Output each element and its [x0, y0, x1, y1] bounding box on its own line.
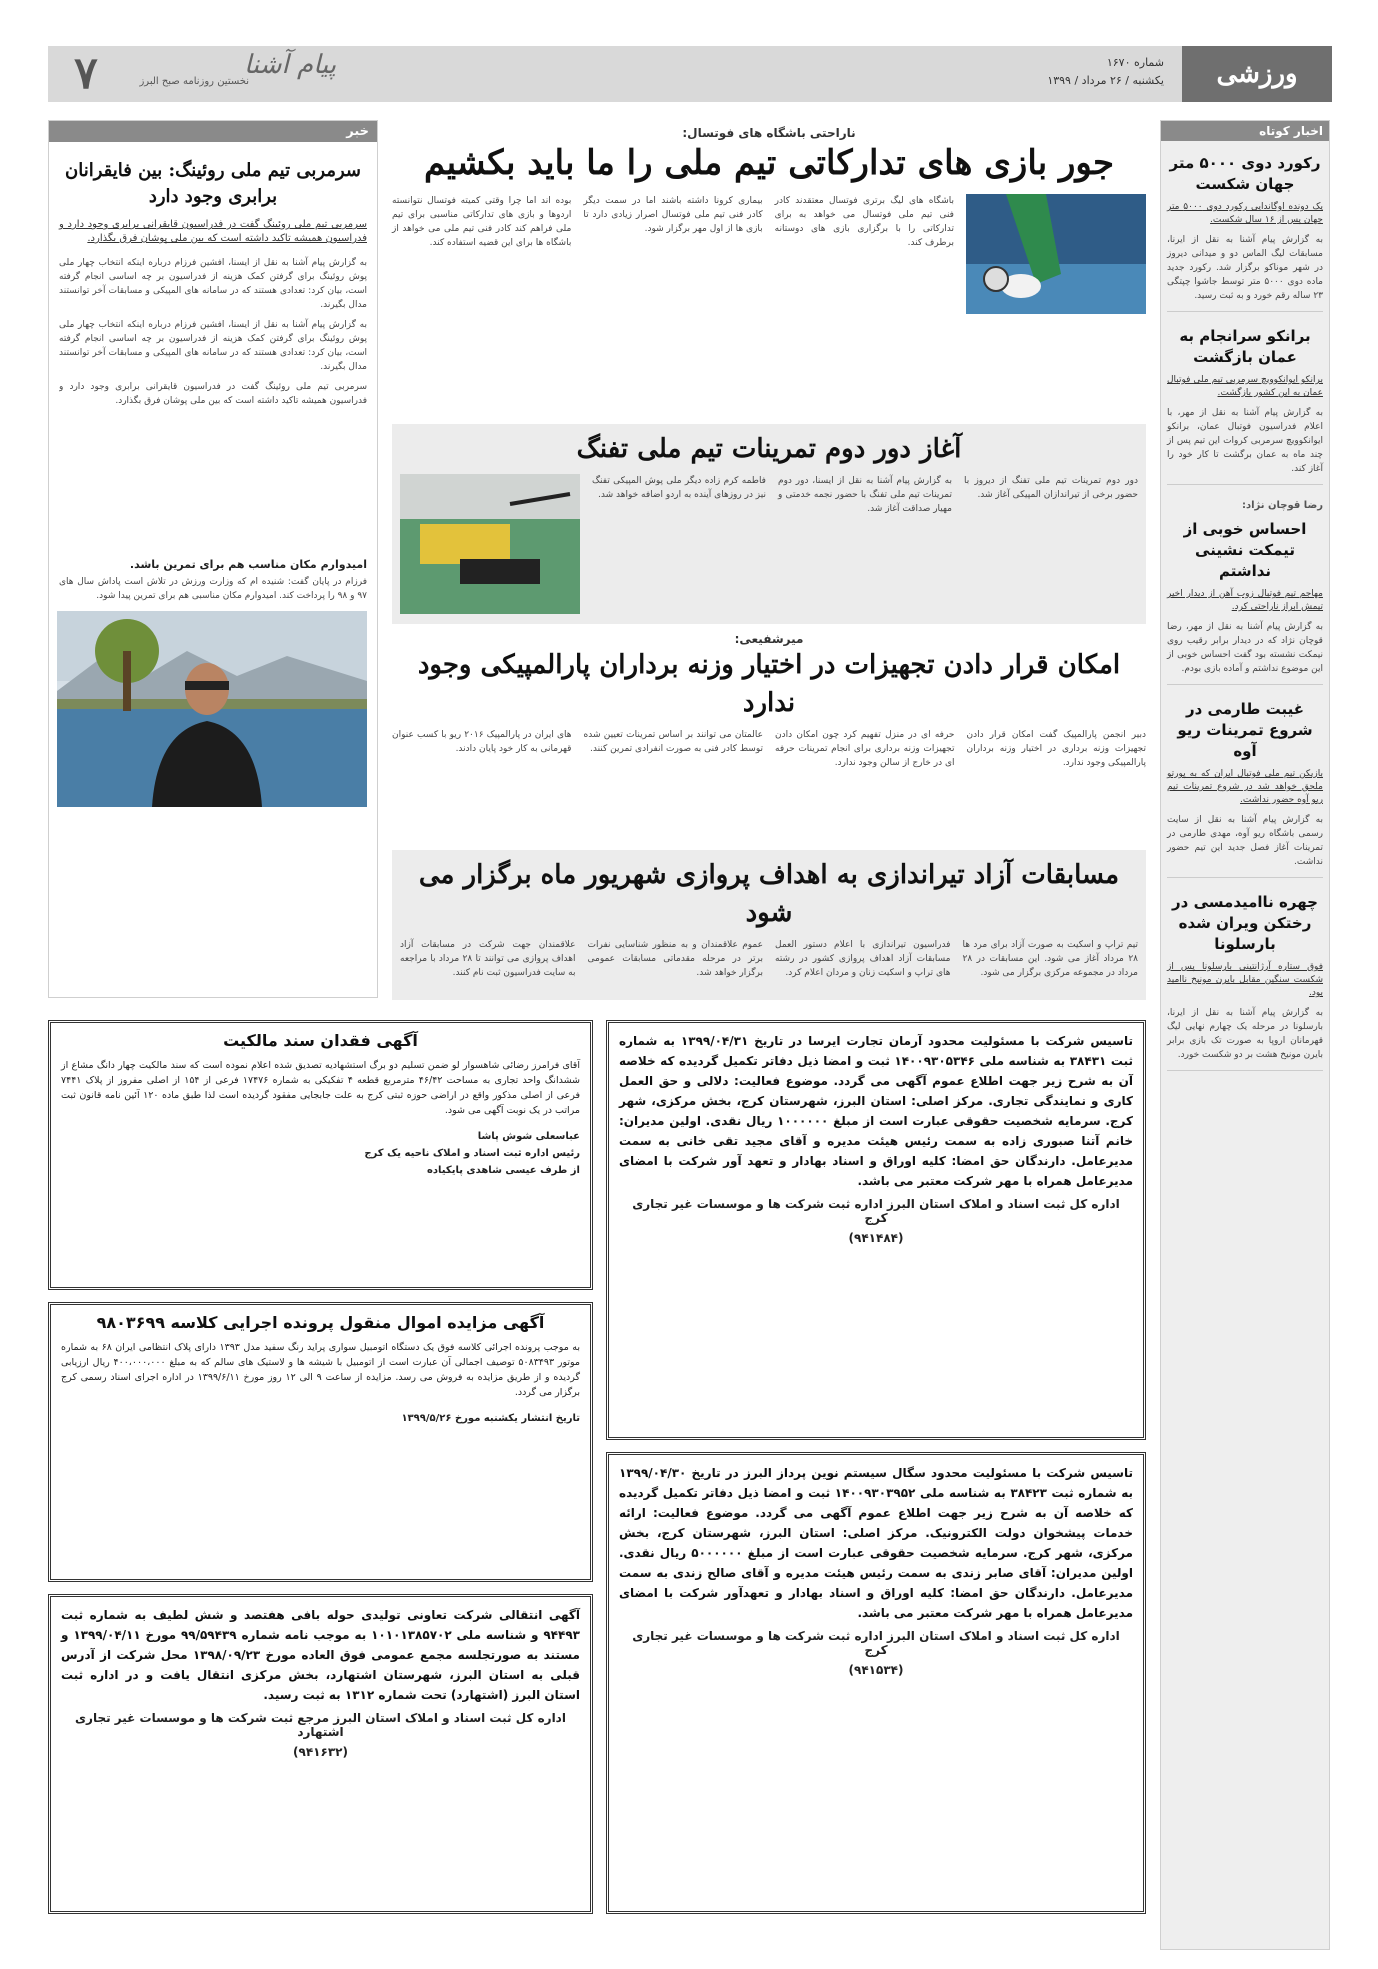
coach-photo-illustration: [57, 611, 367, 807]
ad5-body: تاسیس شرکت با مسئولیت محدود سگال سیستم نوین پرداز البرز در تاریخ ۱۳۹۹/۰۴/۳۰ به شماره ثبت ۳۸۴۲۳ به شناسه ملی ۱۴۰۰۹۳۰۳۹۵۲ ثبت و امضا ذیل دفاتر تکمیل گردیده که خلاصه آن به شرح زیر جهت اطلاع عموم آگهی می گردد. موضوع فعالیت: ارائه خدمات پیشخوان دولت الکترونیک. مرکز اصلی: استان البرز، شهرستان کرج، بخش مرکزی، شهر کرج. سرمایه شخصیت حقوقی عبارت است از مبلغ ۵۰۰۰۰۰۰ ریال نقدی. اولین مدیران: آقای صابر زندی به سمت رئیس هیئت مدیره و آقای صالح زندی به سمت مدیرعامل. دارندگان حق امضا: کلیه اوراق و اسناد بهادار و تعهدآور شرکت با امضای مدیرعامل همراه با مهر شرکت معتبر می باشد.: [619, 1466, 1133, 1620]
short-news-title: چهره ناامیدمسی در رختکن ویران شده بارسلونا: [1172, 893, 1318, 953]
rowing-body2: فرزام در پایان گفت: شنیده ام که وزارت ورزش در تلاش است پاداش سال های ۹۷ و ۹۸ را پرداخت کند. امیدوارم مکان مناسبی هم برای تمرین پیدا شود.: [59, 577, 367, 601]
rifle-photo-illustration: [400, 474, 580, 614]
article-column-text: بیماری کرونا داشته باشند اما در سمت دیگر کادر فنی تیم ملی فوتسال اصرار زیادی دارد تا بازی ها از اول مهر برگزار شود.: [583, 196, 763, 234]
short-news-item: [1167, 153, 1323, 312]
rifle-title: آغاز دور دوم تمرینات تیم ملی تفنگ: [576, 434, 962, 464]
news-tab: خبر: [49, 121, 377, 142]
ad-company-armán: [606, 1020, 1146, 1440]
rowing-lead: سرمربی تیم ملی روئینگ گفت در فدراسیون قایقرانی برابری وجود دارد و فدراسیون همیشه تاکید داشته است که بین ملی پوشان فرق بگذارد.: [59, 219, 367, 244]
paper-tagline: نخستین روزنامه صبح البرز: [139, 76, 249, 87]
ad4-body: تاسیس شرکت با مسئولیت محدود آرمان تجارت ایرسا در تاریخ ۱۳۹۹/۰۴/۳۱ به شماره ثبت ۳۸۴۳۱ به شناسه ملی ۱۴۰۰۹۳۰۵۳۴۶ ثبت و امضا ذیل دفاتر تکمیل گردیده که خلاصه آن به شرح زیر جهت اطلاع عموم آگهی می گردد. موضوع فعالیت: دلالی و حق العمل کاری و نمایندگی تجاری. مرکز اصلی: استان البرز، شهرستان کرج، بخش مرکزی، شهر کرج. سرمایه شخصیت حقوقی عبارت است از مبلغ ۱۰۰۰۰۰۰ ریال نقدی. اولین مدیران: خانم آتنا صبوری زاده به سمت رئیس هیئت مدیره و آقای مجید تقی خانی به سمت مدیرعامل. دارندگان حق امضا: کلیه اوراق و اسناد بهادار و تعهد آور شرکت با امضای مدیرعامل همراه با مهر شرکت معتبر می باشد.: [619, 1034, 1133, 1188]
short-news-lead: یک دونده اوگاندایی رکورد دوی ۵۰۰۰ متر جهان پس از ۱۶ سال شکست.: [1167, 202, 1323, 225]
short-news-title: برانکو سرانجام به عمان بازگشت: [1179, 327, 1311, 366]
weightlifting-kicker: میرشفیعی:: [734, 632, 804, 646]
ad-transfer: [48, 1594, 593, 1914]
article-column-text: باشگاه های لیگ برتری فوتسال معتقدند کادر فنی تیم ملی فوتسال می خواهد به برای تدارکاتی را با برگزاری بازی های دوستانه برطرف کند.: [774, 196, 954, 248]
ad1-title: آگهی فقدان سند مالکیت: [223, 1031, 418, 1050]
futsal-title: جور بازی های تدارکاتی تیم ملی را ما باید بکشیم: [424, 143, 1114, 183]
short-news-body: به گزارش پیام آشنا به نقل از سایت رسمی باشگاه ریو آوه، مهدی طارمی در تمرینات آغاز فصل جدید این تیم حضور نداشت.: [1167, 815, 1323, 867]
ad1-body: آقای فرامرز رضائی شاهسوار لو ضمن تسلیم دو برگ استشهادیه تصدیق شده اعلام نموده است که سند مالکیت چهار دانگ مشاع از ششدانگ واحد تجاری به مساحت ۴۶/۴۲ مترمربع قطعه ۴ تفکیکی به شماره ۱۷۴۷۶ فرعی از ۱۵۴ از اصلی مفروز از پلاک ۷۴۴۱ فرعی از اصلی مذکور واقع در اراضی حوزه ثبتی کرج به علت جابجایی مفقود گردیده است لذا طبق ماده ۱۲۰ آئین نامه قانون ثبت مراتب در یک نوبت آگهی می شود.: [61, 1060, 581, 1116]
short-news-item: [1167, 326, 1323, 485]
page-number: ۷: [74, 48, 98, 99]
issue-number: شماره ۱۶۷۰: [1106, 56, 1164, 69]
rowing-body-filler: [59, 318, 367, 548]
short-news-body: به گزارش پیام آشنا به نقل از مهر، با اعلام فدراسیون فوتبال عمان، برانکو ایوانکوویچ سرمربی کروات این تیم پس از چند ماه به عمان برگشت تا کار خود را آغاز کند.: [1167, 408, 1323, 474]
ad3-code: (۹۴۱۶۳۲): [293, 1745, 348, 1759]
rowing-title: سرمربی تیم ملی روئینگ: بین فایقرانان برابری وجود دارد: [65, 160, 361, 207]
article-shooting: [392, 850, 1146, 1000]
rowing-body: به گزارش پیام آشنا به نقل از ایسنا، افشین فرزام درباره اینکه انتخاب چهار ملی پوش روئینگ برای گرفتن کمک هزینه از فدراسیون بر چه اساسی انجام گرفته است، بیان کرد: تعدادی هستند که در سامانه های المپیکی و مسابقات آخر توانستند مدال بگیرند.: [59, 258, 367, 310]
short-news-column: [1160, 120, 1330, 1950]
news-column: [48, 120, 378, 998]
article-weightlifting: [392, 632, 1146, 842]
short-news-title: احساس خوبی از تیمکت نشینی نداشتم: [1183, 520, 1307, 580]
ad4-code: (۹۴۱۴۸۴): [848, 1231, 904, 1245]
ad-company-segal: [606, 1452, 1146, 1914]
short-news-lead: فوق ستاره آرژانتینی بارسلونا پس از شکست سنگین مقابل بایرن مونیخ ناامید بود.: [1167, 962, 1323, 998]
article-column-text: فدراسیون تیراندازی با اعلام دستور العمل مسابقات آزاد اهداف پروازی کشور در رشته های تراپ و اسکیت زنان و مردان اعلام کرد.: [775, 940, 951, 978]
rowing-subhead: امیدوارم مکان مناسب هم برای تمرین باشد.: [129, 558, 367, 571]
article-column-text: فاطمه کرم زاده دیگر ملی پوش المپیکی تفنگ نیز در روزهای آینده به اردو اضافه خواهد شد.: [592, 476, 766, 500]
shooting-title: مسابقات آزاد تیراندازی به اهداف پروازی شهریور ماه برگزار می شود: [418, 860, 1120, 928]
ad1-proxy: از طرف عیسی شاهدی پایکیاده: [427, 1165, 580, 1176]
article-column-text: بوده اند اما چرا وقتی کمیته فوتسال نتوانسته اردوها و بازی های تدارکاتی مناسبی برای تیم ملی فراهم کند کادر فنی تیم ملی می خواهد از باشگاه ها برای این قضیه استفاده کند.: [392, 196, 572, 248]
futsal-kicker: ناراحتی باشگاه های فوتسال:: [682, 126, 856, 140]
issue-date: یکشنبه / ۲۶ مرداد / ۱۳۹۹: [1047, 74, 1164, 87]
ad-auction: [48, 1302, 593, 1582]
short-news-body: به گزارش پیام آشنا به نقل از ایرنا، مسابقات لیگ الماس دو و میدانی دیروز در شهر موناکو برگزار شد. رکورد جدید ماده دوی ۵۰۰۰ متر توسط جاشوا چپتگی ۲۳ ساله رقم خورد و به ثبت رسید.: [1167, 235, 1324, 301]
article-column-text: های ایران در پارالمپیک ۲۰۱۶ ریو با کسب عنوان قهرمانی به کار خود پایان دادند.: [392, 730, 572, 754]
rowing-body-repeat-2: سرمربی تیم ملی روئینگ گفت در فدراسیون قایقرانی برابری وجود دارد و فدراسیون همیشه تاکید داشته است که بین ملی پوشان فرق بگذارد.: [59, 382, 367, 406]
short-news-tab: اخبار کوتاه: [1161, 121, 1329, 141]
ad5-code: (۹۴۱۵۳۴): [848, 1663, 904, 1677]
futsal-photo-illustration: [966, 194, 1146, 314]
article-column-text: دور دوم تمرینات تیم ملی تفنگ از دیروز با حضور برخی از تیراندازان المپیکی آغاز شد.: [964, 476, 1138, 500]
ad1-office: رئیس اداره ثبت اسناد و املاک ناحیه یک کرج: [364, 1148, 580, 1159]
issue-info: [1047, 54, 1164, 90]
page-header: [48, 46, 1332, 102]
ad3-body: آگهی انتقالی شرکت تعاونی تولیدی حوله بافی هفتصد و شش لطیف به شماره ثبت ۹۴۴۹۳ و شناسه ملی ۱۰۱۰۱۳۸۵۷۰۲ به موجب نامه شماره ۹۹/۵۹۴۳۹ مورخ ۱۳۹۹/۰۴/۱۱ و مستند به صورتجلسه مجمع عمومی فوق العاده مورخ ۱۳۹۸/۰۹/۲۳ محل شرکت از آدرس قبلی به استان البرز، شهرستان اشتهارد، بخش مرکزی انتقال یافت و در اداره ثبت استان البرز (اشتهارد) تحت شماره ۱۳۱۲ به ثبت رسید.: [61, 1608, 580, 1702]
rifle-photo: [400, 474, 580, 614]
short-news-body: به گزارش پیام آشنا به نقل از ایرنا، بارسلونا در مرحله یک چهارم نهایی لیگ قهرمانان اروپا به صورت تک بازی برابر بایرن مونیخ هشت بر دو شکست خورد.: [1167, 1008, 1323, 1060]
short-news-kicker: رضا قوچان نژاد:: [1242, 500, 1323, 511]
short-news-lead: برانکو ایوانکوویچ سرمربی تیم ملی فوتبال عمان به این کشور بازگشت.: [1167, 375, 1323, 398]
ad2-date: تاریخ انتشار یکشنبه مورخ ۱۳۹۹/۵/۲۶: [401, 1413, 580, 1424]
short-news-title: غیبت طارمی در شروع تمرینات ریو آوه: [1177, 700, 1313, 760]
short-news-item: [1167, 699, 1323, 878]
article-rifle: [392, 424, 1146, 624]
short-news-title: رکورد دوی ۵۰۰۰ متر جهان شکست: [1169, 154, 1321, 193]
paper-name: پیام آشنا: [244, 50, 337, 80]
ad1-signature: [61, 1128, 580, 1179]
short-news-item: [1167, 892, 1323, 1071]
article-column-text: تیم تراپ و اسکیت به صورت آزاد برای مرد ها ۲۸ مرداد آغاز می شود. این مسابقات در ۲۸ مرداد در مجموعه مرکزی برگزار می شود.: [962, 940, 1138, 978]
weightlifting-title: امکان قرار دادن تجهیزات در اختیار وزنه برداران پارالمپیکی وجود ندارد: [417, 650, 1121, 718]
ad4-foot: اداره کل ثبت اسناد و املاک استان البرز اداره ثبت شرکت ها و موسسات غیر تجاری کرج: [632, 1197, 1120, 1225]
article-column-text: عموم علاقمندان و به منظور شناسایی نفرات برتر در مرحله مقدماتی مسابقات عمومی برگزار خواهد شد.: [587, 940, 763, 978]
article-column-text: علاقمندان جهت شرکت در مسابقات آزاد اهداف پروازی می توانند تا ۲۸ مرداد با مراجعه به سایت فدراسیون ثبت نام کنند.: [400, 940, 576, 978]
section-name: ورزشی: [1182, 46, 1332, 102]
ad2-body: به موجب پرونده اجرائی کلاسه فوق یک دستگاه اتومبیل سواری پراید رنگ سفید مدل ۱۳۹۳ دارای پلاک انتظامی ایران ۶۸ به شماره موتور ۵۰۸۳۴۹۳ توصیف اجمالی آن عبارت است از اتومبیل با شیشه ها و لاستیک های سالم که به مبلغ ۴۰۰،۰۰۰،۰۰۰ ریال ارزیابی گردیده و از طریق مزایده به فروش می رسد. مزایده از ساعت ۹ الی ۱۲ روز مورخ ۱۳۹۹/۶/۱۱ در اداره اجرای اسناد رسمی کرج برگزار می گردد.: [61, 1342, 581, 1398]
futsal-photo: [966, 194, 1146, 314]
short-news-body: به گزارش پیام آشنا به نقل از مهر، رضا قوچان نژاد که در دیدار برابر رقیب روی نیمکت نشسته بود گفت احساس خوبی از این موضوع نداشتم و آماده بازی بودم.: [1167, 622, 1323, 674]
article-column-text: حرفه ای در منزل تفهیم کرد چون امکان دادن تجهیزات وزنه برداری برای انجام تمرینات حرفه ای در خارج از سالن وجود ندارد.: [775, 730, 955, 768]
ad2-title: آگهی مزایده اموال منقول پرونده اجرایی کلاسه ۹۸۰۳۶۹۹: [96, 1313, 545, 1332]
article-column-text: دبیر انجمن پارالمپیک گفت امکان قرار دادن تجهیزات وزنه برداری در اختیار وزنه برداران پارالمپیکی وجود ندارد.: [966, 730, 1146, 768]
ad3-foot: اداره کل ثبت اسناد و املاک استان البرز مرجع ثبت شرکت ها و موسسات غیر تجاری اشتهارد: [75, 1711, 566, 1739]
article-column-text: به گزارش پیام آشنا به نقل از ایسنا، دور دوم تمرینات تیم ملی تفنگ با حضور نجمه خدمتی و مهیار صداقت آغاز شد.: [778, 476, 952, 514]
ad1-signer: عباسعلی شوش پاشا: [477, 1131, 580, 1142]
main-articles: [392, 120, 1146, 1000]
paper-logo: [124, 48, 394, 100]
short-news-item: [1167, 499, 1323, 685]
coach-photo: [57, 611, 367, 807]
ad-lost-deed: [48, 1020, 593, 1290]
ads-section: [48, 1020, 1146, 1950]
article-futsal: [392, 126, 1146, 416]
ad5-foot: اداره کل ثبت اسناد و املاک استان البرز اداره ثبت شرکت ها و موسسات غیر تجاری کرج: [632, 1629, 1120, 1657]
article-column-text: عالمتان می توانند بر اساس تمرینات تعیین شده توسط کادر فنی به صورت انفرادی تمرین کنند.: [583, 730, 763, 754]
rowing-body-repeat: به گزارش پیام آشنا به نقل از ایسنا، افشین فرزام درباره اینکه انتخاب چهار ملی پوش روئینگ برای گرفتن کمک هزینه از فدراسیون بر چه اساسی انجام گرفته است، بیان کرد: تعدادی هستند که در سامانه های المپیکی و مسابقات آخر توانستند مدال بگیرند.: [59, 320, 367, 372]
short-news-lead: بازیکن تیم ملی فوتبال ایران که به پورتو ملحق خواهد شد در شروع تمرینات تیم ریو آوه حضور نداشت.: [1167, 769, 1323, 805]
short-news-lead: مهاجم تیم فوتبال زوب آهن از دیدار اخیر تیمش ابراز ناراحتی کرد.: [1167, 589, 1323, 612]
